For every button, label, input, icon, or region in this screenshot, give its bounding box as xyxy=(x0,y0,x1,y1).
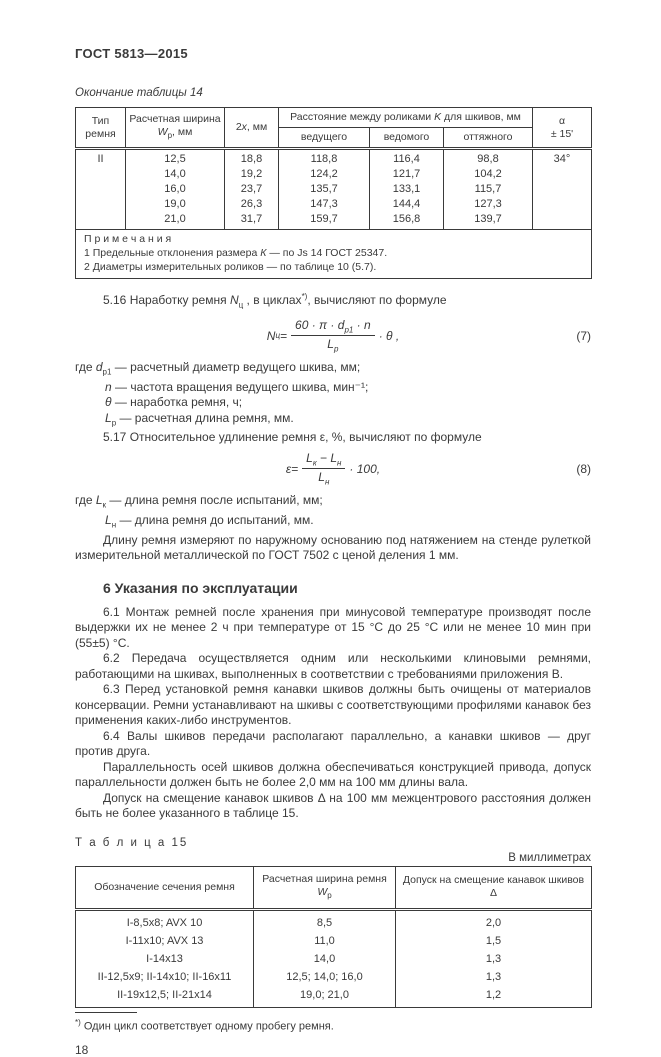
t14-header-dist-text1: Расстояние между роликами xyxy=(290,111,435,123)
f7-equals: = xyxy=(280,328,288,343)
f8-lhs: ε xyxy=(285,461,292,476)
table-row xyxy=(76,167,592,182)
section-6-title: 6 Указания по эксплуатации xyxy=(103,579,298,596)
paragraph-length-measurement: Длину ремня измеряют по наружному основанию под натяжением на стенде рулеткой измерительной металлической по ГОСТ 7502 с ценой деления 1 мм. xyxy=(75,532,591,563)
t14-header-2x-var: x xyxy=(241,121,247,133)
paragraph-6-3: 6.3 Перед установкой ремня канавки шкивов должны быть очищены от материалов консервации. Ремни устанавливают на шкивы с соответствующими профилями канавок без применения каких-либо инструментов. xyxy=(75,682,591,728)
table15 xyxy=(75,866,592,1008)
cell-width: 12,5; 14,0; 16,0 xyxy=(254,968,396,986)
t14-header-alpha-symbol: α xyxy=(558,114,566,127)
f8-den-sub: н xyxy=(324,477,330,487)
f7-num-sub: р1 xyxy=(344,325,354,335)
definition-lk xyxy=(75,493,591,513)
f8-num-s1: L xyxy=(306,450,313,465)
f7-fraction xyxy=(291,318,375,354)
cell-k3: 115,7 xyxy=(444,182,533,197)
f8-den-symbol: L xyxy=(318,470,325,485)
cell-designation: I-11x10; AVX 13 xyxy=(76,932,254,950)
t14-header-driven: ведомого xyxy=(370,128,444,149)
f7-num3: n xyxy=(364,317,371,332)
table-row xyxy=(76,932,592,950)
table14-caption: Окончание таблицы 14 xyxy=(75,87,203,99)
cell-k1: 147,3 xyxy=(279,197,370,212)
footnote-separator xyxy=(75,1012,137,1013)
paragraph-6-1: 6.1 Монтаж ремней после хранения при минусовой температуре производят после выдержки их не менее 2 ч при температуре от 15 °С до 25 °С или не менее 10 мин при (55±5) °С. xyxy=(75,604,591,650)
def-lead: где xyxy=(75,492,96,507)
def-text: — длина ремня до испытаний, мм. xyxy=(116,512,314,527)
t15-header-section-designation: Обозначение сечения ремня xyxy=(76,866,254,909)
page-number: 18 xyxy=(75,1043,89,1057)
cell-k2: 144,4 xyxy=(370,197,444,212)
f8-num-sub2: н xyxy=(337,458,342,468)
table-row xyxy=(76,197,592,212)
cell-alpha xyxy=(533,167,592,182)
definition-dp1 xyxy=(75,360,591,380)
f7-num1: 60 · π · xyxy=(295,317,338,332)
cell-alpha xyxy=(533,182,592,197)
t14-header-design-width xyxy=(126,108,225,149)
cell-tolerance: 2,0 xyxy=(396,909,592,932)
t14-header-dist-text2: для шкивов, мм xyxy=(441,111,521,123)
t14-header-width-unit: , мм xyxy=(172,125,193,138)
t15-header-design-width xyxy=(254,866,396,909)
paragraph-6-4b: Параллельность осей шкивов должна обеспечиваться конструкцией привода, допуск параллельности должен быть не более 2,0 мм на 100 мм длины вала. xyxy=(75,759,591,790)
def-symbol: θ xyxy=(105,395,112,410)
f7-den-sub: р xyxy=(333,344,339,354)
table14 xyxy=(75,107,592,279)
def-text: — наработка ремня, ч; xyxy=(111,395,243,410)
note1-text2: — по Js 14 ГОСТ 25347. xyxy=(266,247,388,259)
table-row xyxy=(76,986,592,1008)
t14-header-2x-unit: , мм xyxy=(246,121,268,133)
f7-num2: · xyxy=(353,317,365,332)
p516-footnote-marker: *) xyxy=(301,292,308,301)
f7-numerator xyxy=(291,318,375,336)
def-symbol: L xyxy=(105,410,112,425)
f8-num-s2: L xyxy=(330,450,338,465)
formula-8 xyxy=(75,451,591,487)
t14-header-alpha-tolerance: ± 15' xyxy=(550,127,574,140)
p516-symbol: N xyxy=(229,293,239,307)
table-row xyxy=(76,149,592,168)
def-sub: н xyxy=(111,520,117,530)
formula-7-math xyxy=(267,318,399,354)
formula-7-number: (7) xyxy=(576,328,591,343)
table14-notes-row xyxy=(76,230,592,279)
footnote-marker: *) xyxy=(75,1017,81,1027)
f8-denominator xyxy=(302,469,345,486)
cell-designation: II-19x12,5; II-21x14 xyxy=(76,986,254,1008)
cell-k2: 133,1 xyxy=(370,182,444,197)
cell-2x: 31,7 xyxy=(225,212,279,230)
f7-tail: · θ , xyxy=(378,328,400,343)
cell-2x: 19,2 xyxy=(225,167,279,182)
def-sub: р xyxy=(111,417,117,427)
cell-designation: II-12,5x9; II-14x10; II-16x11 xyxy=(76,968,254,986)
def-lead: где xyxy=(75,359,96,374)
paragraph-5-16 xyxy=(75,289,591,313)
table-row xyxy=(76,212,592,230)
def-sub: к xyxy=(102,500,107,510)
note1-text1: 1 Предельные отклонения размера xyxy=(84,247,261,259)
def-sub: р1 xyxy=(102,367,112,377)
def-symbol: L xyxy=(105,512,112,527)
def-text: — расчетная длина ремня, мм. xyxy=(116,410,294,425)
t14-header-tension: оттяжного xyxy=(444,128,533,149)
f8-num-sub1: к xyxy=(312,458,317,468)
cell-width: 8,5 xyxy=(254,909,396,932)
p516-text2: , в циклах xyxy=(243,293,302,307)
t14-header-2x-pre: 2 xyxy=(235,121,242,133)
cell-k3: 104,2 xyxy=(444,167,533,182)
f8-equals: = xyxy=(291,461,299,476)
t15-header-width-sub: р xyxy=(327,890,332,900)
cell-k1: 159,7 xyxy=(279,212,370,230)
cell-belt-type xyxy=(76,167,126,182)
cell-belt-type xyxy=(76,182,126,197)
t14-header-driving: ведущего xyxy=(279,128,370,149)
p516-sub: ц xyxy=(238,300,244,310)
document-title: ГОСТ 5813—2015 xyxy=(75,46,188,61)
cell-alpha: 34° xyxy=(533,149,592,168)
t14-header-roller-distance xyxy=(279,108,533,128)
cell-width: 19,0; 21,0 xyxy=(254,986,396,1008)
t14-header-width-sub: р xyxy=(167,131,173,141)
note-1 xyxy=(84,246,583,260)
t14-header-2x xyxy=(225,108,279,149)
cell-width: 12,5 xyxy=(126,149,225,168)
cell-width: 14,0 xyxy=(254,950,396,968)
cell-k3: 127,3 xyxy=(444,197,533,212)
def-text: — длина ремня после испытаний, мм; xyxy=(106,492,323,507)
t15-header-width-symbol: W xyxy=(317,885,328,898)
cell-belt-type: II xyxy=(76,149,126,168)
def-symbol: L xyxy=(95,492,103,507)
f8-num-minus: − xyxy=(316,450,331,465)
f8-tail: · 100, xyxy=(349,461,381,476)
cell-2x: 23,7 xyxy=(225,182,279,197)
p516-text3: , вычисляют по формуле xyxy=(307,293,447,307)
formula-7 xyxy=(75,318,591,354)
cell-width: 21,0 xyxy=(126,212,225,230)
paragraph-6-4: 6.4 Валы шкивов передачи располагают параллельно, а канавки шкивов — друг против друга. xyxy=(75,728,591,759)
formula-8-number: (8) xyxy=(576,461,591,476)
cell-alpha xyxy=(533,212,592,230)
t14-header-alpha xyxy=(533,108,592,149)
cell-belt-type xyxy=(76,197,126,212)
cell-designation: I-8,5x8; AVX 10 xyxy=(76,909,254,932)
cell-designation: I-14x13 xyxy=(76,950,254,968)
f7-den-symbol: L xyxy=(327,337,334,352)
definition-lp xyxy=(75,411,591,431)
cell-k2: 156,8 xyxy=(370,212,444,230)
f7-lhs: N xyxy=(266,328,276,343)
footnote-text: Один цикл соответствует одному пробегу ремня. xyxy=(80,1020,334,1033)
table15-label: Т а б л и ц а 15 xyxy=(75,836,189,849)
def-text: — расчетный диаметр ведущего шкива, мм; xyxy=(111,359,361,374)
cell-2x: 18,8 xyxy=(225,149,279,168)
cell-width: 14,0 xyxy=(126,167,225,182)
cell-k3: 139,7 xyxy=(444,212,533,230)
cell-width: 19,0 xyxy=(126,197,225,212)
f7-denominator xyxy=(291,336,375,353)
cell-tolerance: 1,5 xyxy=(396,932,592,950)
note1-k-symbol: К xyxy=(260,247,267,259)
paragraph-5-17 xyxy=(75,430,591,446)
cell-tolerance: 1,3 xyxy=(396,950,592,968)
cell-width: 11,0 xyxy=(254,932,396,950)
t14-header-width-line1: Расчетная ширина xyxy=(129,112,221,125)
t14-header-dist-k: K xyxy=(434,111,442,123)
def-symbol: n xyxy=(105,379,112,394)
f8-fraction xyxy=(302,451,345,487)
table-row xyxy=(76,909,592,932)
note-2: 2 Диаметры измерительных роликов — по таблице 10 (5.7). xyxy=(84,261,377,273)
definition-theta xyxy=(75,395,591,411)
def-text: — частота вращения ведущего шкива, мин⁻¹; xyxy=(111,379,369,394)
cell-k1: 135,7 xyxy=(279,182,370,197)
p516-text1: 5.16 Наработку ремня xyxy=(103,293,230,307)
cell-k2: 121,7 xyxy=(370,167,444,182)
definition-ln xyxy=(75,513,591,533)
f7-num-symbol: d xyxy=(337,317,345,332)
cell-k1: 124,2 xyxy=(279,167,370,182)
paragraph-6-4c: Допуск на смещение канавок шкивов Δ на 100 мм межцентрового расстояния должен быть не более указанного в таблице 15. xyxy=(75,790,591,821)
t15-header-groove-offset-tolerance: Допуск на смещение канавок шкивов Δ xyxy=(396,866,592,909)
table-row xyxy=(76,950,592,968)
f7-lhs-sub: ц xyxy=(275,331,281,341)
cell-k1: 118,8 xyxy=(279,149,370,168)
table-row xyxy=(76,182,592,197)
cell-2x: 26,3 xyxy=(225,197,279,212)
cell-k3: 98,8 xyxy=(444,149,533,168)
table14-notes xyxy=(76,230,592,279)
cell-width: 16,0 xyxy=(126,182,225,197)
t15-header-width-text: Расчетная ширина ремня xyxy=(262,872,387,885)
cell-tolerance: 1,2 xyxy=(396,986,592,1008)
cell-tolerance: 1,3 xyxy=(396,968,592,986)
t14-header-belt-type: Тип ремня xyxy=(76,108,126,149)
p517-text: 5.17 Относительное удлинение ремня ε, %, вычисляют по формуле xyxy=(103,430,482,445)
cell-belt-type xyxy=(76,212,126,230)
def-symbol: d xyxy=(95,359,103,374)
footnote xyxy=(75,1012,591,1034)
paragraph-6-2: 6.2 Передача осуществляется одним или несколькими клиновыми ремнями, работающими на шкивах, выполненных в соответствии с требованиями приложения В. xyxy=(75,651,591,681)
t14-header-width-symbol: W xyxy=(157,125,168,138)
notes-title: П р и м е ч а н и я xyxy=(84,233,172,245)
table15-units: В миллиметрах xyxy=(508,851,591,864)
definition-n xyxy=(75,380,591,396)
cell-alpha xyxy=(533,197,592,212)
formula-8-math xyxy=(286,451,380,487)
table-row xyxy=(76,968,592,986)
cell-k2: 116,4 xyxy=(370,149,444,168)
f8-numerator xyxy=(302,451,345,469)
